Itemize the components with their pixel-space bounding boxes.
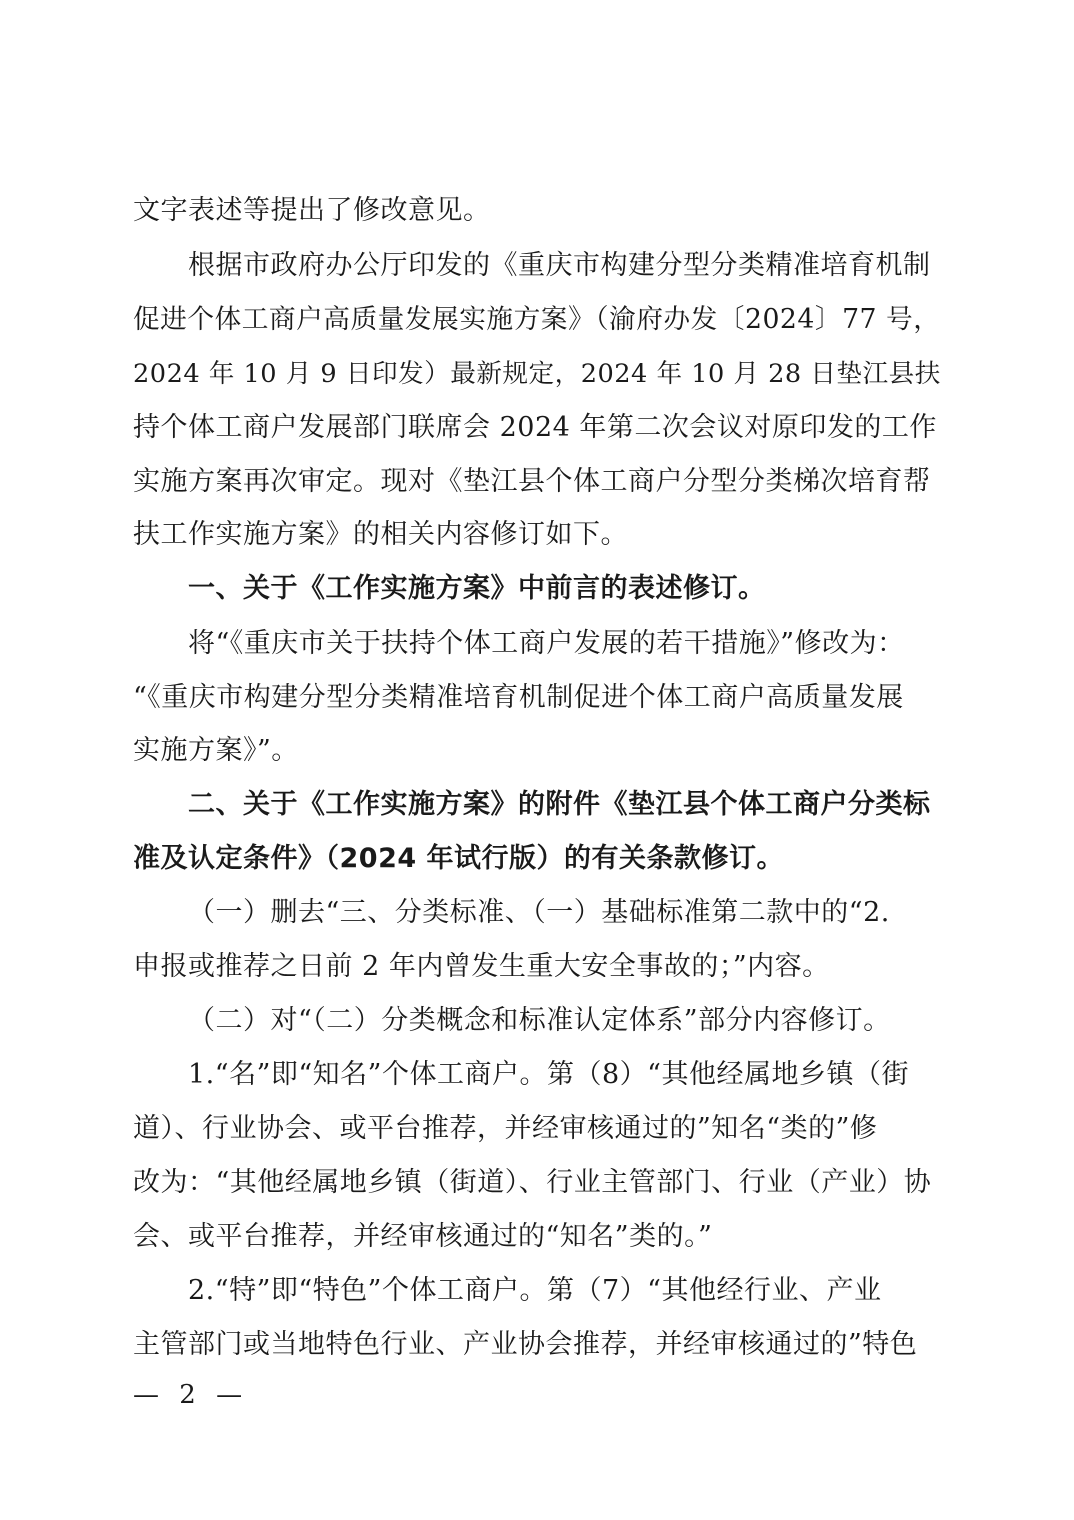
section-heading: 准及认定条件》（2024 年试行版）的有关条款修订。 [133, 843, 785, 874]
body-text-line: 扶工作实施方案》的相关内容修订如下。 [133, 519, 628, 550]
body-text-line: 会、或平台推荐，并经审核通过的“知名”类的。” [133, 1221, 713, 1252]
body-text-line: 文字表述等提出了修改意见。 [133, 195, 491, 226]
body-text-line: 1.“名”即“知名”个体工商户。第（8）“其他经属地乡镇（街 [188, 1059, 909, 1090]
section-heading: 一、关于《工作实施方案》中前言的表述修订。 [188, 573, 766, 604]
body-text-line: 2024 年 10 月 9 日印发）最新规定，2024 年 10 月 28 日垫江县扶 [133, 359, 941, 389]
page-number: — 2 — [133, 1380, 249, 1410]
body-text-line: “《重庆市构建分型分类精准培育机制促进个体工商户高质量发展 [133, 682, 904, 713]
body-text-line: 改为：“其他经属地乡镇（街道）、行业主管部门、行业（产业）协 [133, 1167, 932, 1198]
body-text-line: 申报或推荐之日前 2 年内曾发生重大安全事故的；”内容。 [133, 951, 830, 982]
body-text-line: 持个体工商户发展部门联席会 2024 年第二次会议对原印发的工作 [133, 412, 937, 443]
body-text-line: （二）对“（二）分类概念和标准认定体系”部分内容修订。 [188, 1005, 891, 1036]
body-text-line: 道）、行业协会、或平台推荐，并经审核通过的”知名“类的”修 [133, 1113, 878, 1144]
body-text-line: 2.“特”即“特色”个体工商户。第（7）“其他经行业、产业 [188, 1275, 882, 1306]
body-text-line: 主管部门或当地特色行业、产业协会推荐，并经审核通过的”特色 [133, 1329, 918, 1360]
body-text-line: （一）删去“三、分类标准、（一）基础标准第二款中的“2. [188, 897, 890, 928]
section-heading: 二、关于《工作实施方案》的附件《垫江县个体工商户分类标 [188, 789, 931, 820]
body-text-line: 促进个体工商户高质量发展实施方案》（渝府办发〔2024〕77 号， [133, 304, 941, 335]
body-text-line: 实施方案》”。 [133, 735, 299, 766]
body-text-line: 实施方案再次审定。现对《垫江县个体工商户分型分类梯次培育帮 [133, 466, 931, 497]
body-text-line: 将“《重庆市关于扶持个体工商户发展的若干措施》”修改为： [188, 628, 905, 659]
body-text-line: 根据市政府办公厅印发的《重庆市构建分型分类精准培育机制 [188, 250, 931, 281]
